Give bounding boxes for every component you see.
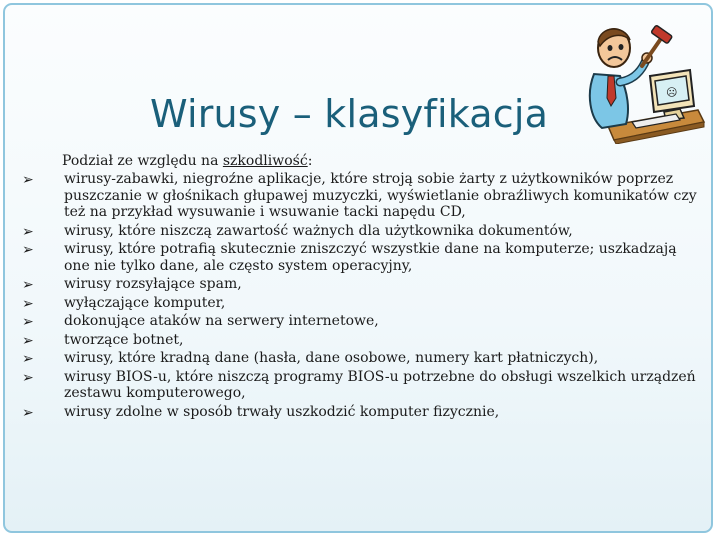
list-item	[22, 276, 697, 293]
arrow-bullet-icon: ➢	[22, 351, 34, 367]
list-item	[22, 313, 697, 330]
arrow-bullet-icon: ➢	[22, 277, 34, 293]
list-item-text: wirusy zdolne w sposób trwały uszkodzić komputer fizycznie,	[64, 403, 500, 420]
slide-body	[22, 152, 697, 422]
list-item-text: wirusy, które kradną dane (hasła, dane osobowe, numery kart płatniczych),	[64, 350, 599, 366]
arrow-bullet-icon: ➢	[22, 242, 34, 258]
svg-text:☹: ☹	[666, 86, 678, 99]
frustrated-user-clipart	[580, 14, 710, 144]
intro-line	[22, 152, 697, 171]
list-item-text: wirusy, które potrafią skutecznie zniszczyć wszystkie dane na komputerze; uszkadzają one nie tylko dane, ale często system operacyjny,	[64, 241, 677, 274]
list-item	[22, 171, 697, 221]
arrow-bullet-icon: ➢	[22, 332, 34, 349]
arrow-bullet-icon: ➢	[22, 369, 34, 386]
arrow-bullet-icon: ➢	[22, 223, 34, 240]
arrow-bullet-icon: ➢	[22, 295, 34, 312]
arrow-bullet-icon: ➢	[22, 404, 34, 421]
list-item-text: wirusy, które niszczą zawartość ważnych dla użytkownika dokumentów,	[64, 222, 573, 239]
intro-suffix: :	[307, 153, 313, 169]
list-item	[22, 404, 697, 421]
list-item-text: wirusy BIOS-u, które niszczą programy BIOS-u potrzebne do obsługi wszelkich urządzeń zestawu komputerowego,	[64, 368, 696, 401]
list-item-text: wyłączające komputer,	[64, 294, 226, 311]
arrow-bullet-icon: ➢	[22, 172, 34, 188]
list-item-text: tworzące botnet,	[64, 331, 184, 348]
list-item-text: wirusy rozsyłające spam,	[64, 276, 242, 292]
slide-title: Wirusy – klasyfikacja	[150, 92, 549, 136]
arrow-bullet-icon: ➢	[22, 314, 34, 330]
list-item	[22, 369, 697, 402]
list-item-text: dokonujące ataków na serwery internetowe,	[64, 313, 379, 329]
intro-prefix: Podział ze względu na	[62, 153, 223, 169]
classification-list	[22, 171, 697, 420]
list-item-text: wirusy-zabawki, niegroźne aplikacje, które stroją sobie żarty z użytkowników poprzez puszczanie w głośnikach głupawej muzyczki, wyświetlanie obraźliwych komunikatów czy też na przykład wysuwanie i wsuwanie tacki napędu CD,	[64, 171, 697, 220]
list-item	[22, 223, 697, 240]
list-item	[22, 332, 697, 349]
list-item	[22, 295, 697, 312]
list-item	[22, 350, 697, 367]
intro-emphasis: szkodliwość	[222, 153, 308, 169]
list-item	[22, 241, 697, 274]
